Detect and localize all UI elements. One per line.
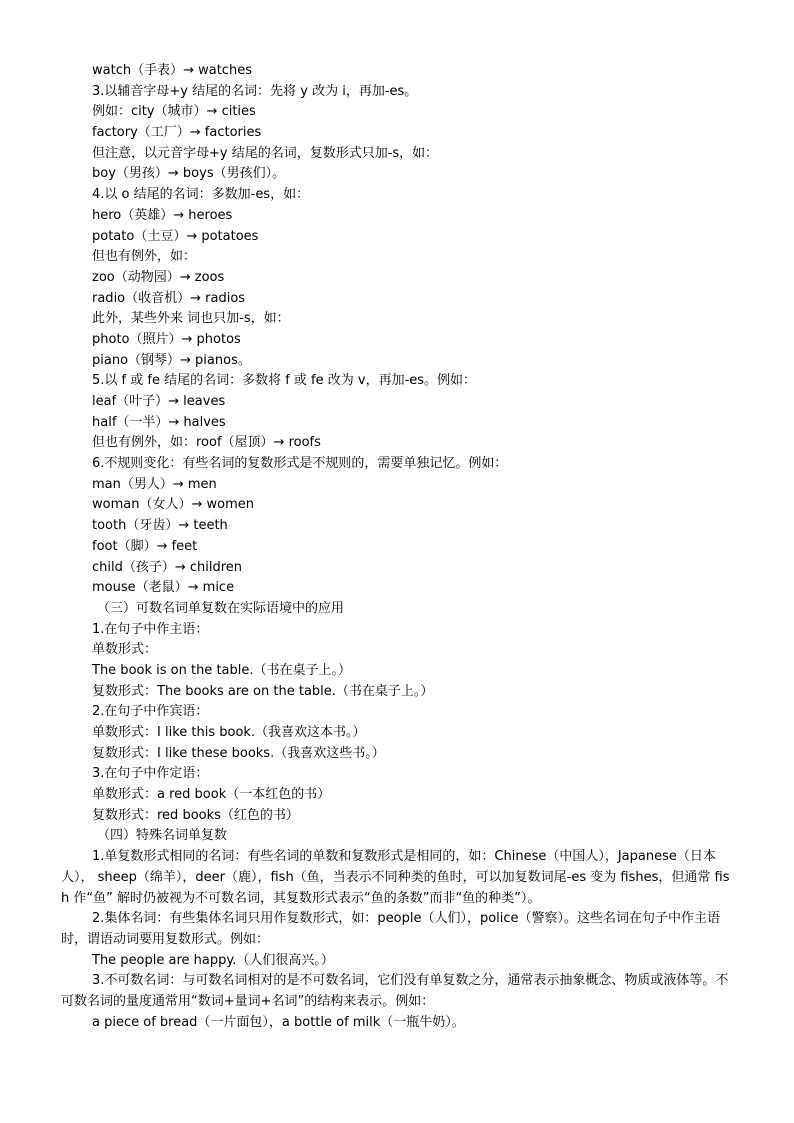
text-line: foot（脚）→ feet (92, 538, 198, 554)
text-line: photo（照片）→ photos (92, 331, 241, 347)
text-line: 但注意，以元音字母+y 结尾的名词，复数形式只加-s，如： (92, 145, 439, 161)
text-line: 但也有例外，如：roof（屋顶）→ roofs (92, 435, 321, 451)
text-line: piano（钢琴）→ pianos。 (92, 352, 251, 368)
section-heading: （四）特殊名词单复数 (97, 828, 228, 844)
text-line: hero（英雄）→ heroes (92, 207, 233, 223)
text-line: 此外，某些外来 词也只加-s，如： (92, 311, 290, 327)
text-line: 1.在句子中作主语： (92, 621, 209, 637)
text-line: 6.不规则变化：有些名词的复数形式是不规则的，需要单独记忆。例如： (92, 456, 508, 472)
text-line: 2.在句子中作宾语： (92, 704, 209, 720)
text-line: 单数形式：I like this book.（我喜欢这本书。） (92, 725, 366, 740)
text-line: mouse（老鼠）→ mice (92, 580, 235, 596)
text-line: 3.以辅音字母+y 结尾的名词：先将 y 改为 i，再加-es。 (92, 83, 418, 99)
text-line: zoo（动物园）→ zoos (92, 269, 225, 285)
text-line: child（孩子）→ children (92, 559, 243, 575)
section-heading: （三）可数名词单复数在实际语境中的应用 (97, 600, 345, 616)
paragraph-collective-nouns: 2.集体名词：有些集体名词只用作复数形式，如：people（人们），police（警察）。这些名词在句子中作主语时，谓语动词要用复数形式。例如： (61, 911, 721, 947)
text-line: 单数形式：a red book（一本红色的书） (92, 787, 331, 803)
text-line: half（一半）→ halves (92, 414, 226, 430)
text-line: 3.在句子中作定语： (92, 766, 209, 782)
text-line: watch（手表）→ watches (92, 63, 252, 78)
text-line: leaf（叶子）→ leaves (92, 394, 226, 409)
text-line: boy（男孩）→ boys（男孩们）。 (92, 166, 286, 182)
text-line: potato（土豆）→ potatoes (92, 228, 259, 244)
paragraph-same-form-nouns: 1.单复数形式相同的名词：有些名词的单数和复数形式是相同的，如：Chinese（中国人），Japanese（日本人）， sheep（绵羊），deer（鹿），fish（鱼，当表示不同种类的鱼时，可以加复数词尾-es 变为 fishes，但通常 fish 作“鱼” 解时仍被视为不可数名词，其复数形式表示“鱼的条数”而非“鱼的种类”）。 (61, 849, 730, 906)
text-line: 复数形式：red books（红色的书） (92, 807, 299, 823)
example-line: a piece of bread（一片面包），a bottle of milk（一瓶牛奶）。 (92, 1014, 465, 1030)
text-line: tooth（牙齿）→ teeth (92, 518, 228, 534)
text-line: 复数形式：The books are on the table.（书在桌子上。） (92, 683, 434, 699)
text-line: man（男人）→ men (92, 476, 217, 492)
paragraph-uncountable-nouns: 3.不可数名词：与可数名词相对的是不可数名词，它们没有单复数之分，通常表示抽象概念、物质或液体等。不 可数名词的量度通常用“数词+量词+名词”的结构来表示。例如： (61, 973, 729, 1010)
example-line: The people are happy.（人们很高兴。） (92, 952, 334, 968)
text-line: 5.以 f 或 fe 结尾的名词：多数将 f 或 fe 改为 v，再加-es。例如： (92, 373, 477, 389)
text-line: radio（收音机）→ radios (92, 290, 246, 306)
text-line: 但也有例外，如： (92, 249, 197, 265)
text-line: woman（女人）→ women (92, 497, 254, 513)
text-line: 4.以 o 结尾的名词：多数加-es，如： (92, 187, 310, 203)
text-line: 例如：city（城市）→ cities (92, 104, 256, 120)
text-line: 单数形式： (92, 642, 158, 658)
text-line: 复数形式：I like these books.（我喜欢这些书。） (92, 745, 385, 761)
text-line: factory（工厂）→ factories (92, 125, 262, 141)
text-line: The book is on the table.（书在桌子上。） (92, 662, 351, 678)
